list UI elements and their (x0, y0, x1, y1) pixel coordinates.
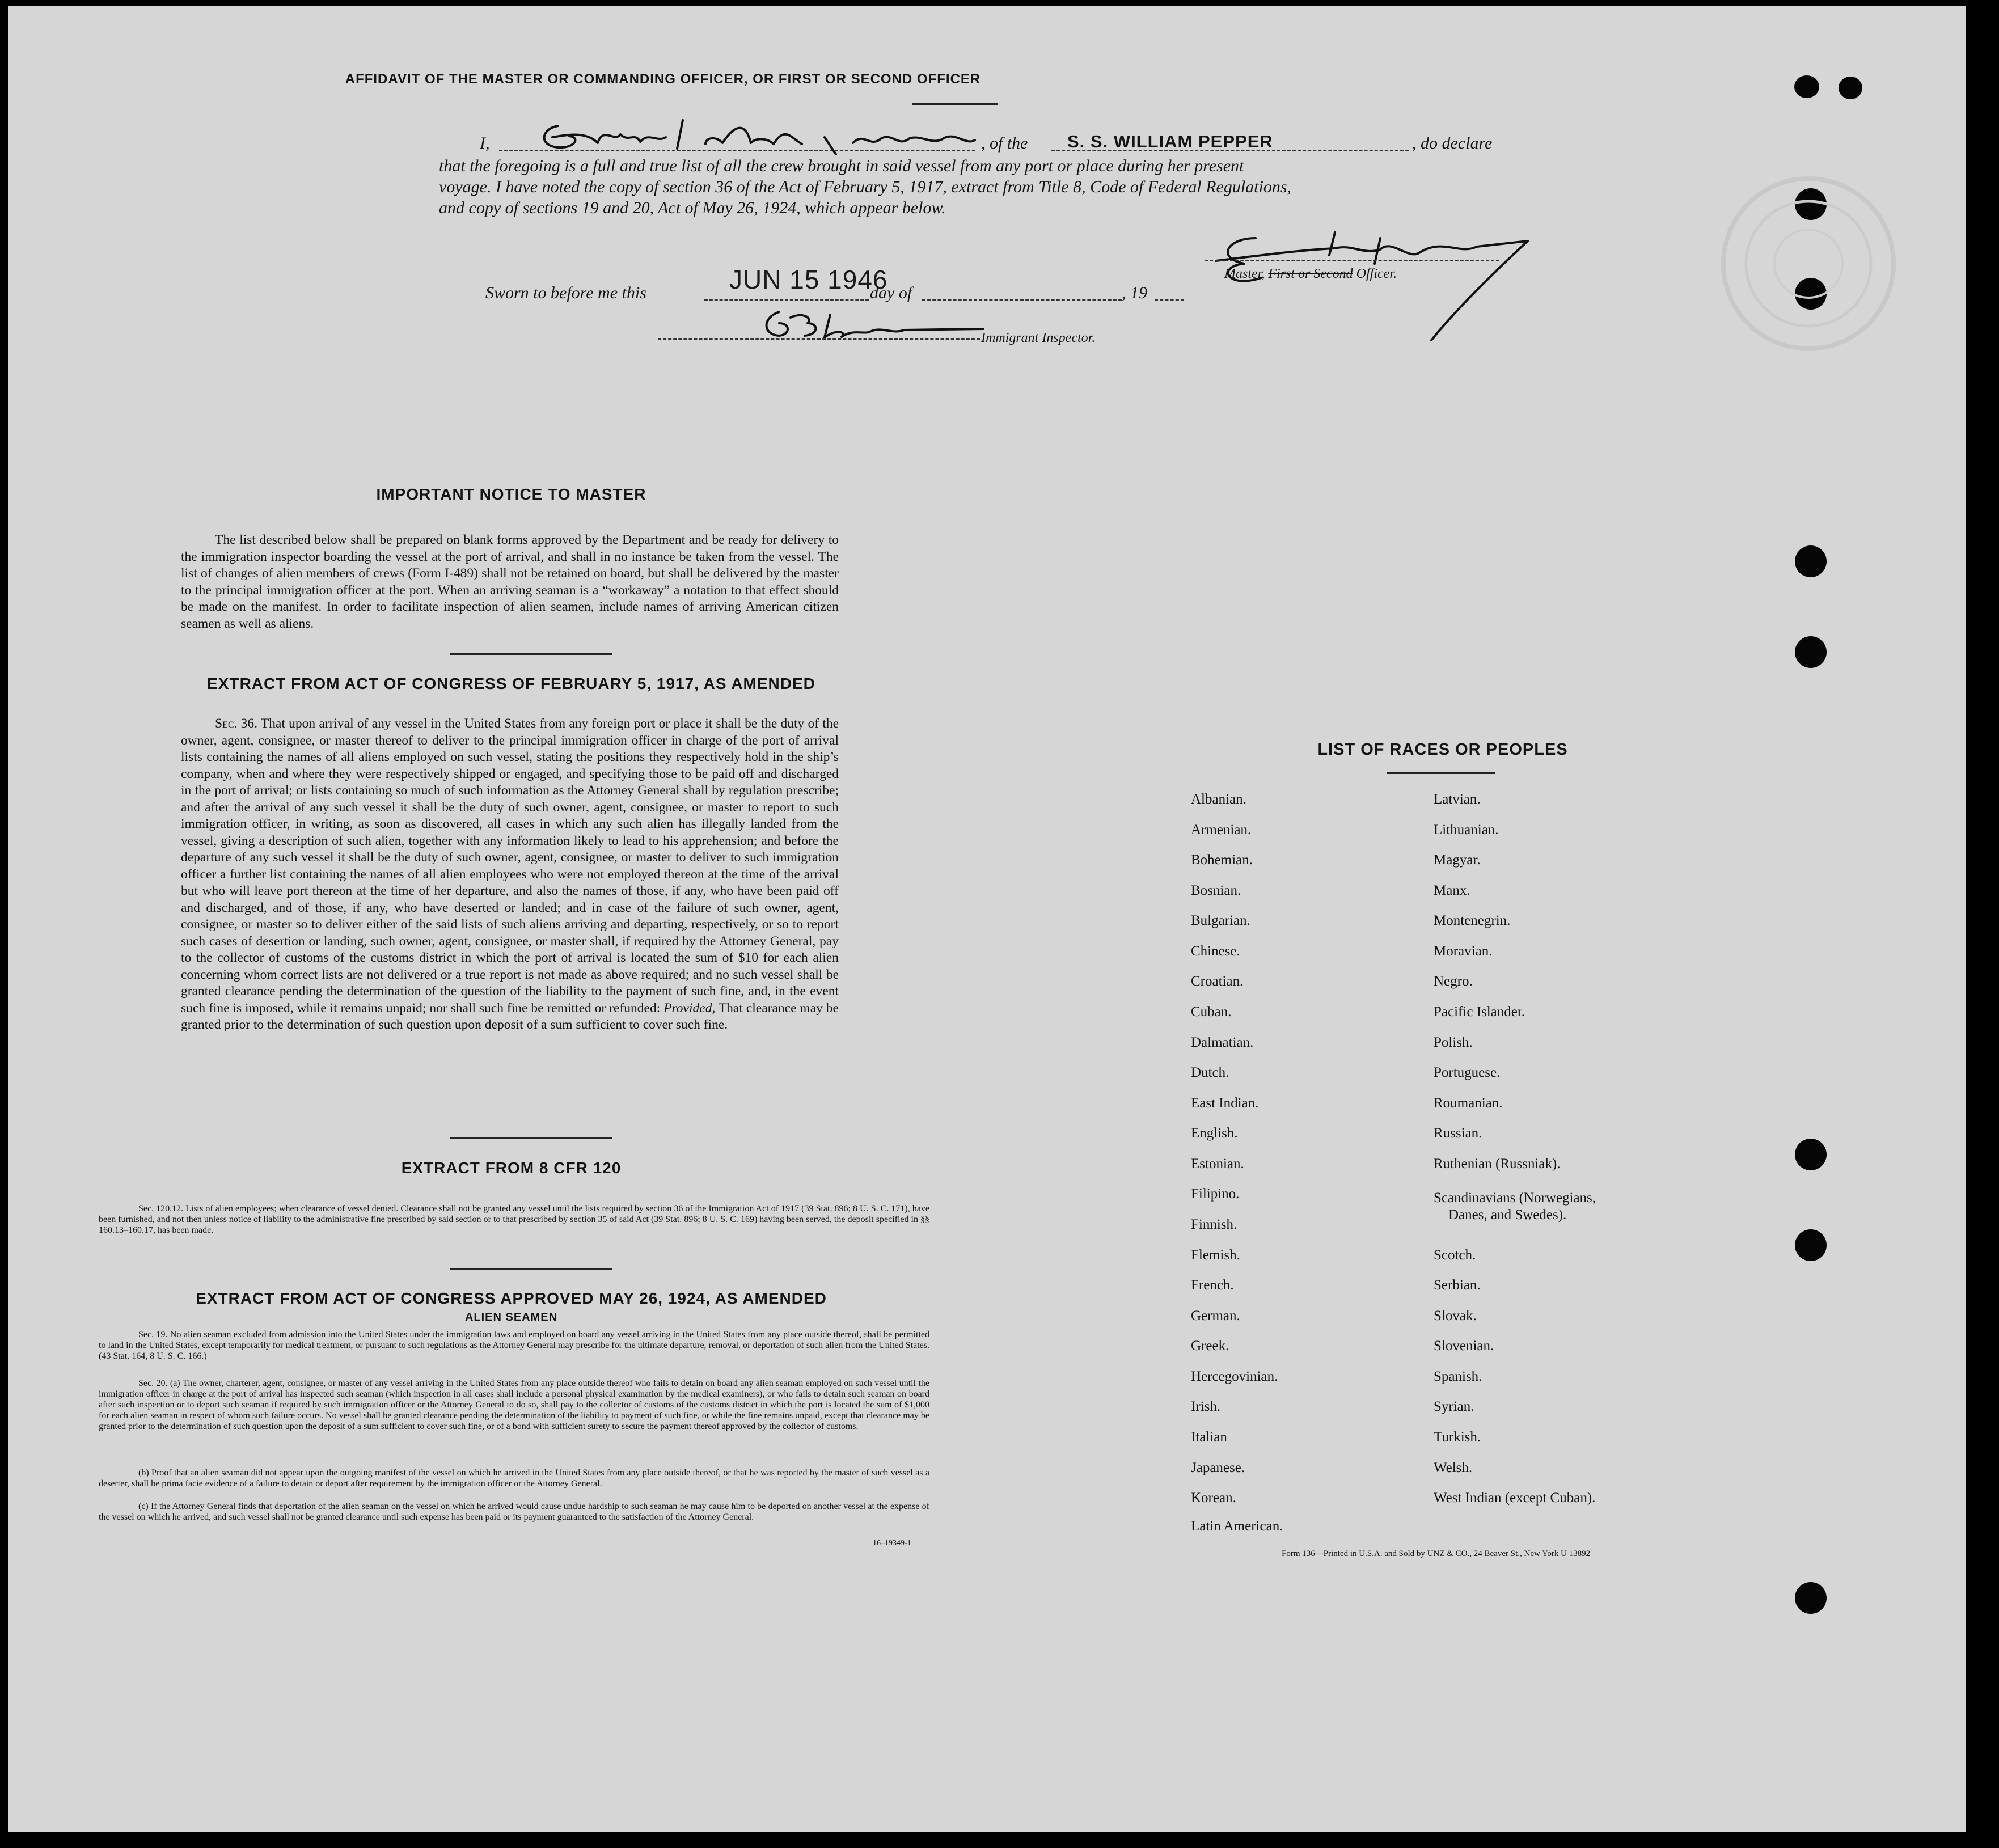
race-item: Magyar. (1434, 852, 1481, 868)
race-item: Manx. (1434, 883, 1470, 898)
master-signature-line (1205, 260, 1499, 261)
divider (450, 653, 612, 655)
race-item: Bosnian. (1191, 883, 1241, 898)
race-item: German. (1191, 1308, 1240, 1323)
race-item: Latin American. (1191, 1519, 1283, 1534)
document-page (8, 6, 1966, 1832)
race-item: English. (1191, 1126, 1238, 1141)
race-item: Armenian. (1191, 822, 1252, 838)
affidavit-title: AFFIDAVIT OF THE MASTER OR COMMANDING OFFICER, OR FIRST OR SECOND OFFICER (345, 71, 981, 87)
race-item: Lithuanian. (1434, 822, 1499, 838)
race-item: Danes, and Swedes). (1448, 1207, 1567, 1223)
race-item: East Indian. (1191, 1096, 1259, 1111)
master-label-plain: Master, (1224, 267, 1269, 281)
divider (450, 1268, 612, 1270)
extract-1924-heading: EXTRACT FROM ACT OF CONGRESS APPROVED MAY 26, 1924, AS AMENDED (196, 1289, 827, 1307)
vessel-name: S. S. WILLIAM PEPPER (1067, 132, 1273, 151)
sec-20c-text: (c) If the Attorney General finds that deportation of the alien seaman on the vessel on which he arrived would cause undue hardship to such seaman he may cause him to be deported on another vessel at the expense of the vessel on which he arrived, and such vessel shall not be granted clearance until such expense has been paid or its payment guaranteed to the satisfaction of the Attorney General. (99, 1502, 929, 1522)
punch-hole (1795, 1582, 1827, 1614)
race-item: Hercegovinian. (1191, 1369, 1278, 1384)
race-item: Irish. (1191, 1399, 1221, 1414)
sec-20b-text: (b) Proof that an alien seaman did not appear upon the outgoing manifest of the vessel on which he arrived in the United States from any place outside thereof, or that he was reported by the master of such vessel as a deserter, shall be prima facie evidence of a failure to detain or deport after requirement by the immigration officer or the Attorney General. (99, 1468, 929, 1488)
race-item: Turkish. (1434, 1430, 1481, 1445)
affidavit-i-label: I, (480, 134, 490, 153)
race-item: Korean. (1191, 1490, 1236, 1506)
race-item: Greek. (1191, 1338, 1229, 1354)
master-name-handwriting (535, 103, 983, 160)
sec-36-text: That upon arrival of any vessel in the United States from any foreign port or place it shall be the duty of the owner, agent, consignee, or master thereof to deliver to the principal immigration officer in charge of the port of arrival lists containing the names of all aliens employed on such vessel, stating the positions they respectively hold in the ship’s company, when and where they were respectively shipped or engaged, and specifying those to be paid off and discharged in the port of arrival; or lists containing so much of such information as the Attorney General shall by regulation prescribe; and after the arrival of any such vessel it shall be the duty of such owner, agent, consignee, or master to report to such immigration officer, in writing, as soon as discovered, all cases in which any such alien has illegally landed from the vessel, giving a description of such alien, together with any information likely to lead to his apprehension; and before the departure of any such vessel it shall be the duty of such owner, agent, consignee, or master to deliver to such immigration officer a further list containing the names of all alien employees who were not employed thereon at the time of the arrival but who will leave port thereon at the time of her departure, and also the names of those, if any, who have been paid off and discharged, and of those, if any, who have deserted or landed; and in case of the failure of such owner, agent, consignee, or master so to deliver either of the said lists of such aliens arriving and departing, respectively, or so to report such cases of desertion or landing, such owner, agent, consignee, or master shall, if required by the Attorney General, pay to the collector of customs of the customs district in which the port of arrival is located the sum of $10 for each alien concerning whom correct lists are not delivered or a true report is not made as above required; and no such vessel shall be granted clearance pending the determination of the question of the liability to the payment of such fine, and, in the event such fine is imposed, while it remains unpaid; nor shall such fine be remitted or refunded: (181, 716, 839, 1016)
extract-cfr-heading: EXTRACT FROM 8 CFR 120 (401, 1159, 622, 1177)
race-item: Croatian. (1191, 974, 1244, 989)
master-label-end: Officer. (1353, 267, 1397, 281)
punch-hole (1795, 1229, 1827, 1261)
inspector-label: Immigrant Inspector. (981, 331, 1096, 345)
sworn-year-line (1155, 299, 1184, 301)
affidavit-line-2: that the foregoing is a full and true list of all the crew brought in said vessel from any port or place during her present (439, 157, 1244, 175)
day-of-label: day of (870, 284, 912, 302)
punch-hole (1795, 1139, 1827, 1170)
proviso-text: That clearance may be granted prior to the determination of such question upon deposit of a sum sufficient to cover such fine. (181, 1000, 839, 1032)
race-item: Bulgarian. (1191, 913, 1250, 928)
race-item: Portuguese. (1434, 1065, 1501, 1080)
race-item: Pacific Islander. (1434, 1004, 1525, 1020)
affidavit-of-the-label: , of the (981, 134, 1028, 153)
extract-1917-heading: EXTRACT FROM ACT OF CONGRESS OF FEBRUARY 5, 1917, AS AMENDED (207, 675, 815, 692)
proviso-label: Provided, (663, 1000, 716, 1016)
affidavit-line-4: and copy of sections 19 and 20, Act of May 26, 1924, which appear below. (439, 198, 946, 217)
alien-seamen-subheading: ALIEN SEAMEN (464, 1311, 558, 1323)
race-item: Estonian. (1191, 1156, 1244, 1172)
race-item: Welsh. (1434, 1460, 1473, 1475)
divider (1387, 772, 1495, 774)
race-item: Chinese. (1191, 944, 1240, 959)
race-item: Slovenian. (1434, 1338, 1494, 1354)
race-item: Russian. (1434, 1126, 1482, 1141)
race-item: Syrian. (1434, 1399, 1474, 1414)
punch-hole (1794, 75, 1819, 98)
inspector-signature-line (658, 338, 980, 340)
embossed-seal (1715, 170, 1902, 357)
race-item: Albanian. (1191, 792, 1246, 807)
punch-hole (1839, 77, 1862, 99)
races-heading: LIST OF RACES OR PEOPLES (1317, 741, 1568, 759)
form-code: 16–19349-1 (873, 1539, 911, 1547)
notice-text: The list described below shall be prepared on blank forms approved by the Department and be ready for delivery to the immigration inspector boarding the vessel at the port of arrival, and shall in no instance be taken from the vessel. The list of changes of alien members of crews (Form I-489) shall not be retained on board, but shall be delivered by the master to the principal immigration officer at the port. When an arriving seaman is a “workaway” a notation to that effect should be made on the manifest. In order to facilitate inspection of alien seamen, include names of arriving American citizen seamen as well as aliens. (181, 532, 839, 631)
race-item: Polish. (1434, 1035, 1473, 1050)
race-item: West Indian (except Cuban). (1434, 1490, 1596, 1506)
date-stamp: JUN 15 1946 (729, 265, 888, 294)
divider (450, 1137, 612, 1139)
race-item: Montenegrin. (1434, 913, 1511, 928)
punch-hole (1795, 636, 1827, 668)
race-item: Spanish. (1434, 1369, 1482, 1384)
year-label: , 19 (1122, 284, 1147, 302)
sworn-label: Sworn to before me this (485, 284, 646, 302)
affidavit-do-declare: , do declare (1412, 134, 1493, 153)
race-item: Italian (1191, 1430, 1227, 1445)
race-item: Japanese. (1191, 1460, 1245, 1475)
master-officer-label (1224, 264, 1397, 285)
affidavit-line-3: voyage. I have noted the copy of section 36 of the Act of February 5, 1917, extract from Title 8, Code of Federal Regulations, (439, 177, 1292, 196)
punch-hole (1795, 545, 1827, 577)
race-item: Roumanian. (1434, 1096, 1503, 1111)
race-item: Flemish. (1191, 1247, 1240, 1263)
race-item: Filipino. (1191, 1186, 1240, 1202)
race-item: Scotch. (1434, 1247, 1476, 1263)
race-item: Serbian. (1434, 1278, 1481, 1293)
race-item: Finnish. (1191, 1217, 1237, 1232)
race-item: Cuban. (1191, 1004, 1232, 1020)
sec-36-label: Sec. 36. (215, 716, 257, 731)
race-item: Ruthenian (Russniak). (1434, 1156, 1561, 1172)
printer-imprint: Form 136—Printed in U.S.A. and Sold by UNZ & CO., 24 Beaver St., New York U 13892 (1282, 1549, 1591, 1558)
race-item: Dalmatian. (1191, 1035, 1254, 1050)
race-item: Moravian. (1434, 944, 1493, 959)
race-item: Scandinavians (Norwegians, (1434, 1190, 1596, 1206)
race-item: Dutch. (1191, 1065, 1229, 1080)
sec-20a-text: Sec. 20. (a) The owner, charterer, agent, consignee, or master of any vessel arriving in the United States from any place outside thereof who fails to detain on board any alien seaman employed on such vessel until the immigration officer in charge at the port of arrival has inspected such seaman (which inspection in all cases shall include a personal physical examination by the medical examiners), or who fails to detain such seaman on board after such inspection or to deport such seaman if required by such immigration officer or the Attorney General to do so, shall pay to the collector of customs of the customs district in which the port is located the sum of $1,000 for each alien seaman in respect of whom such failure occurs. No vessel shall be granted clearance pending the determination of the liability to payment of such fine, or while the fine remains unpaid, except that clearance may be granted prior to the determination of such question upon the deposit of a sum sufficient to cover such fine, or of a bond with sufficient surety to secure the payment thereof approved by the collector of customs. (99, 1378, 929, 1431)
race-item: French. (1191, 1278, 1234, 1293)
extract-cfr-text: Sec. 120.12. Lists of alien employees; when clearance of vessel denied. Clearance shall not be granted any vessel until the lists required by section 36 of the Immigration Act of 1917 (39 Stat. 896; 8 U. S. C. 171), have been furnished, and not then unless notice of liability to the administrative fine prescribed by said section or to that prescribed by section 35 of said Act (39 Stat. 896; 8 U. S. C. 169) having been served, the deposit specified in §§ 160.13–160.17, has been made. (99, 1204, 929, 1235)
sec-19-text: Sec. 19. No alien seaman excluded from admission into the United States under the immigration laws and employed on board any vessel arriving in the United States from any place outside thereof, shall be permitted to land in the United States, except temporarily for medical treatment, or pursuant to such regulations as the Attorney General may prescribe for the ultimate departure, removal, or deportation of such alien from the United States. (43 Stat. 164, 8 U. S. C. 166.) (99, 1330, 929, 1361)
notice-heading: IMPORTANT NOTICE TO MASTER (376, 485, 646, 503)
extract-1917-body (181, 716, 839, 1034)
race-item: Negro. (1434, 974, 1473, 989)
race-item: Latvian. (1434, 792, 1481, 807)
race-item: Slovak. (1434, 1308, 1477, 1323)
master-label-struck: First or Second (1268, 267, 1353, 281)
race-item: Bohemian. (1191, 852, 1253, 868)
